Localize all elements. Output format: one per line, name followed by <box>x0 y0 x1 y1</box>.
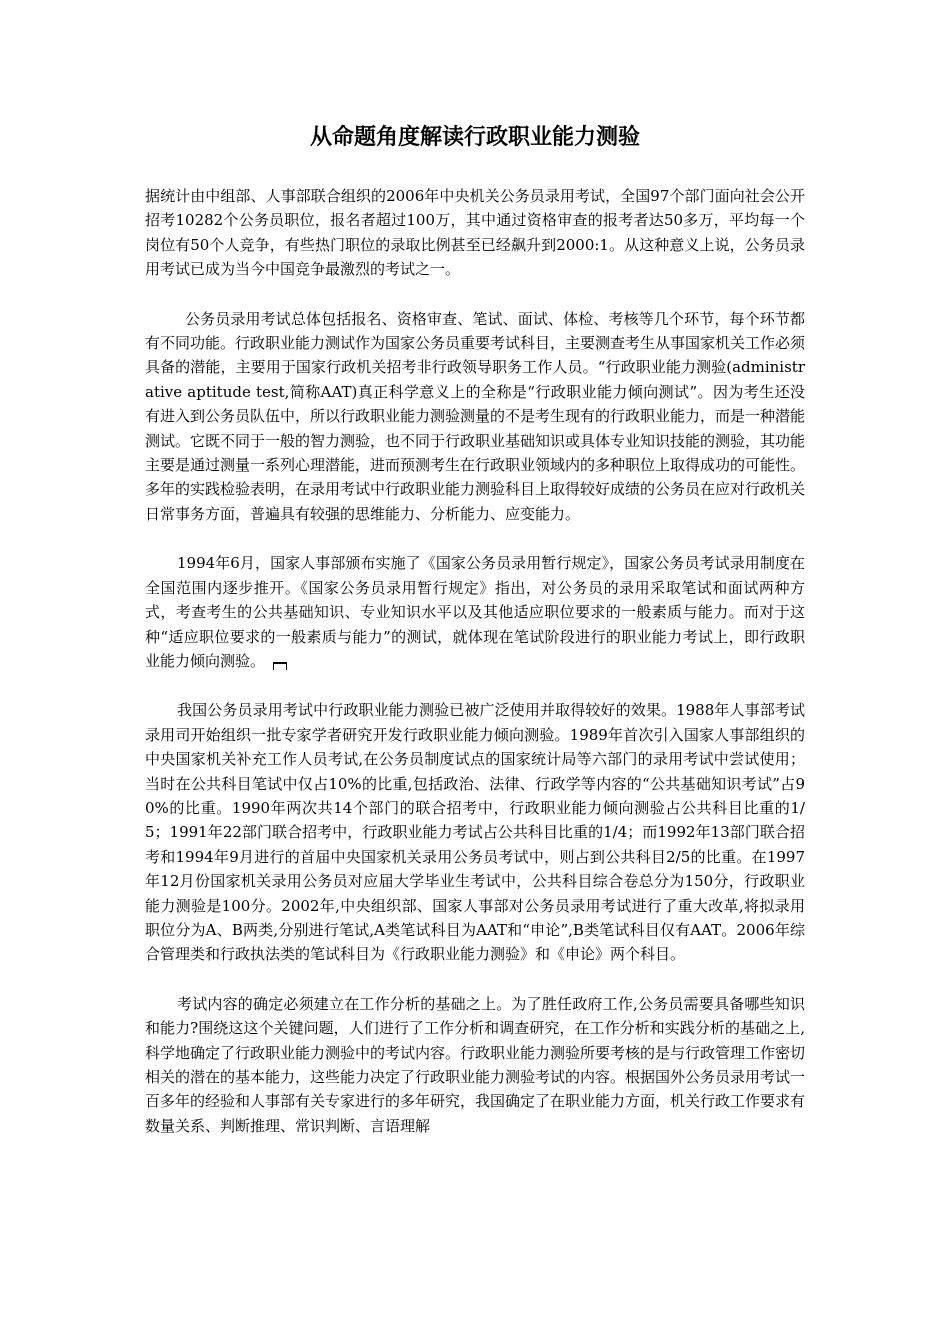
document-title: 从命题角度解读行政职业能力测验 <box>309 125 640 150</box>
paragraph-1994-regulation <box>145 551 805 673</box>
paragraph-exam-overview: 公务员录用考试总体包括报名、资格审查、笔试、面试、体检、考核等几个环节，每个环节都有不同功能。行政职业能力测试作为国家公务员重要考试科目，主要测查考生从事国家机关工作必须具备的潜能，主要用于国家行政机关招考非行政领导职务工作人员。“行政职业能力测验(administrative aptitude test,简称AAT)真正科学意义上的全称是“行政职业能力倾向测试”。因为考生还没有进入到公务员队伍中，所以行政职业能力测验测量的不是考生现有的行政职业能力，而是一种潜能测试。它既不同于一般的智力测验，也不同于行政职业基础知识或具体专业知识技能的测验，其功能主要是通过测量一系列心理潜能，进而预测考生在行政职业领域内的多种职位上取得成功的可能性。多年的实践检验表明，在录用考试中行政职业能力测验科目上取得较好成绩的公务员在应对行政机关日常事务方面，普遍具有较强的思维能力、分析能力、应变能力。 <box>145 309 806 523</box>
paragraph-intro: 据统计由中组部、人事部联合组织的2006年中央机关公务员录用考试，全国97个部门面向社会公开招考10282个公务员职位，报名者超过100万，其中通过资格审查的报考者达50多万，平均每一个岗位有50个人竞争，有些热门职位的录取比例甚至已经飙升到2000:1。从这种意义上说，公务员录用考试已成为当今中国竞争最激烈的考试之一。 <box>145 187 805 279</box>
paragraph-1994-regulation-text: 1994年6月，国家人事部颁布实施了《国家公务员录用暂行规定》，国家公务员考试录用制度在全国范围内逐步推开。《国家公务员录用暂行规定》指出，对公务员的录用采取笔试和面试两种方式，考查考生的公共基础知识、专业知识水平以及其他适应职位要求的一般素质与能力。而对于这种“适应职位要求的一般素质与能力”的测试，就体现在笔试阶段进行的职业能力考试上，即行政职业能力倾向测验。 <box>145 554 805 670</box>
footnote-marker-icon <box>273 662 287 670</box>
paragraph-history: 我国公务员录用考试中行政职业能力测验已被广泛使用并取得较好的效果。1988年人事部考试录用司开始组织一批专家学者研究开发行政职业能力倾向测验。1989年首次引入国家人事部组织的中央国家机关补充工作人员考试,在公务员制度试点的国家统计局等六部门的录用考试中尝试使用；当时在公共科目笔试中仅占10%的比重,包括政治、法律、行政学等内容的“公共基础知识考试”占90%的比重。1990年两次共14个部门的联合招考中，行政职业能力倾向测验占公共科目比重的1/5；1991年22部门联合招考中，行政职业能力考试占公共科目比重的1/4；而1992年13部门联合招考和1994年9月进行的首届中央国家机关录用公务员考试中，则占到公共科目2/5的比重。在1997年12月份国家机关录用公务员对应届大学毕业生考试中，公共科目综合卷总分为150分，行政职业能力测验是100分。2002年,中央组织部、国家人事部对公务员录用考试进行了重大改革,将拟录用职位分为A、B两类,分别进行笔试,A类笔试科目为AAT和“申论”,B类笔试科目仅有AAT。2006年综合管理类和行政执法类的笔试科目为《行政职业能力测验》和《申论》两个科目。 <box>145 701 805 964</box>
paragraph-exam-content: 考试内容的确定必须建立在工作分析的基础之上。为了胜任政府工作,公务员需要具备哪些知识和能力?围绕这这个关键问题，人们进行了工作分析和调查研究，在工作分析和实践分析的基础之上,科学地确定了行政职业能力测验中的考试内容。行政职业能力测验所要考核的是与行政管理工作密切相关的潜在的基本能力，这些能力决定了行政职业能力测验考试的内容。根据国外公务员录用考试一百多年的经验和人事部有关专家进行的多年研究，我国确定了在职业能力方面，机关行政工作要求有数量关系、判断推理、常识判断、言语理解 <box>145 994 806 1135</box>
document-body <box>145 184 805 1163</box>
